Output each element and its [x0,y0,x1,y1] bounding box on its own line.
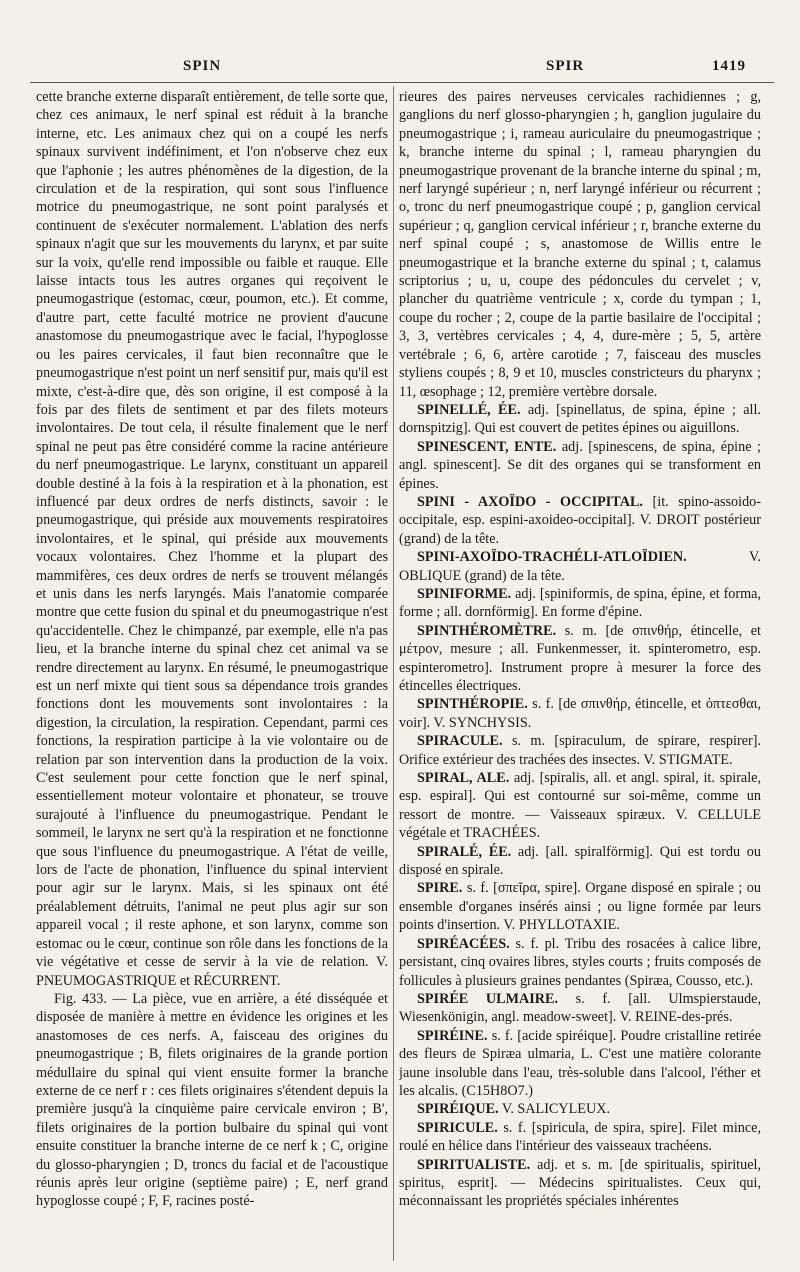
entry-headword: SPINI-AXOÏDO-TRACHÉLI-ATLOÏDIEN. [417,549,687,566]
entry-definition: s. f. [acide spiréique]. Poudre cristalline retirée des fleurs de Spiræa ulmaria, L. C'est une matière colorante jaune insoluble dans l'eau, très-soluble dans l'alcool, l'éther et les alcalis. (C15H8O7.) [399,1027,761,1099]
entry-definition: s. f. pl. Tribu des rosacées à calice libre, persistant, cinq ovaires libres, styles courts ; fruits composés de follicules à plusieurs graines pendantes (Spiræa, Cousso, etc.). [399,935,761,989]
dictionary-entry [399,1100,761,1118]
entry-headword: SPINTHÉROPIE. [417,696,528,713]
entry-definition: s. f. [spiricula, de spira, spire]. Filet mince, roulé en hélice dans l'intérieur des vaisseaux trachéens. [399,1119,761,1155]
dictionary-entry [399,622,761,696]
entry-definition: [it. spino-assoido-occipitale, esp. espini-axoideo-occipital]. V. DROIT postérieur (grand) de la tête. [399,493,761,547]
entry-definition: adj. [spinescens, de spina, épine ; angl. spinescent]. Se dit des organes qui se transforment en épines. [399,438,761,492]
entry-headword: SPINELLÉ, ÉE. [417,401,521,418]
entry-headword: SPINESCENT, ENTE. [417,438,557,455]
dictionary-entry [399,438,761,493]
header-rule [30,82,774,83]
dictionary-entry [399,732,761,769]
entry-headword: SPINI - AXOÏDO - OCCIPITAL. [417,493,643,510]
dictionary-entry [399,1156,761,1211]
figure-caption: Fig. 433. — La pièce, vue en arrière, a été disséquée et disposée de manière à mettre en évidence les origines et les anastomoses de ces nerfs. A, faisceau des origines du pneumogastrique ; B, filets originaires de la grande portion médullaire du spinal qui vient ensuite former la branche externe de ce nerf r : ces filets originaires s'étendent depuis la première jusqu'à la cinquième paire cervicale environ ; B', filets originaires de la portion bulbaire du spinal qui vont ensuite constituer la branche interne de ce nerf k ; C, origine du glosso-pharyngien ; D, troncs du facial et de l'acoustique réunis après leur origine (septième paire) ; E, nerf grand hypoglosse coupé ; F, F, racines posté- [36,990,388,1210]
running-header [0,58,800,82]
entry-definition: s. m. [de σπινθήρ, étincelle, et μέτρον, mesure ; all. Funkenmesser, it. spinterometro, esp. espinterometro]. Instrument propre à mesurer la force des étincelles électriques. [399,622,761,694]
entry-headword: SPIRICULE. [417,1119,498,1136]
entry-definition: V. OBLIQUE (grand) de la tête. [399,549,761,584]
entry-headword: SPIRACULE. [417,733,503,750]
entry-headword: SPIRALÉ, ÉE. [417,843,512,860]
entry-definition: V. SALICYLEUX. [498,1101,611,1118]
entry-definition: adj. [all. spiralförmig]. Qui est tordu ou disposé en spirale. [399,843,761,879]
entry-definition: s. f. [all. Ulmspierstaude, Wiesenkönigin, angl. meadow-sweet]. V. REINE-des-prés. [399,990,761,1026]
entry-headword: SPIRÉINE. [417,1027,488,1044]
dictionary-entry [399,695,761,732]
entry-headword: SPIRÉE ULMAIRE. [417,990,559,1007]
entry-definition: adj. [spiniformis, de spina, épine, et forma, forme ; all. dornförmig]. En forme d'épine. [399,585,761,621]
entry-headword: SPIRÉIQUE. [417,1101,499,1118]
dictionary-entry [399,769,761,843]
entry-definition: adj. [spiralis, all. et angl. spiral, it. spirale, esp. espiral]. Qui est contourné sur soi-même, comme un ressort de montre. — Vaisseaux spiræux. V. CELLULE végétale et TRACHÉES. [399,770,761,842]
dictionary-entry [399,935,761,990]
entry-headword: SPIRÉACÉES. [417,935,510,952]
dictionary-entry [399,843,761,880]
dictionary-entry [399,585,761,622]
dictionary-entry [399,879,761,934]
dictionary-entry [399,1119,761,1156]
body-paragraph: cette branche externe disparaît entièrement, de telle sorte que, chez ces animaux, le nerf spinal est réduit à la branche interne, etc. Les animaux chez qui on a coupé les nerfs spinaux survivent indéfiniment, et l'on n'observe chez eux que l'aphonie ; les autres phénomènes de la digestion, de la circulation et de la respiration, qui sont sous l'influence motrice du pneumogastrique, ne sont point paralysés et continuent de s'exécuter normalement. L'ablation des nerfs spinaux n'agit que sur les mouvements du larynx, et par suite sur la voix, qu'elle rend impossible ou faible et rauque. Elle laisse intacts tous les autres organes qui reçoivent le pneumogastrique (estomac, cœur, poumon, etc.). Et comme, d'autre part, cette faculté motrice ne provient d'aucune anastomose du pneumogastrique avec le facial, l'hypoglosse ou les paires cervicales, il faut bien reconnaître que le pneumogastrique n'est point un nerf sensitif pur, mais qu'il est mixte, c'est-à-dire que, dès son origine, il est composé à la fois par des filets de sentiment et par des filets moteurs involontaires. De tout cela, il résulte finalement que le nerf spinal ne peut pas être considéré comme la racine antérieure du nerf pneumogastrique. Le larynx, constituant un appareil double destiné à la fois à la respiration et à la phonation, est influencé par deux ordres de nerfs distincts, savoir : le pneumogastrique, qui préside aux mouvements respiratoires involontaires, et le spinal, qui préside aux mouvements vocaux volontaires. Chez l'homme et la plupart des mammifères, ces deux ordres de nerfs se trouvent mélangés et unis dans les nerfs laryngés. Mais l'anatomie comparée montre que cette fusion du spinal et du pneumogastrique n'est qu'accidentelle. Chez le chimpanzé, par exemple, elle n'a pas lieu, et la branche interne du spinal chez cet animal va se rendre directement au larynx. En résumé, le pneumogastrique est un nerf mixte qui tient sous sa dépendance trois grandes fonctions dont les mouvements sont involontaires : la digestion, la circulation, la respiration. Cependant, parmi ces fonctions, la respiration participe à la vie volontaire ou de relation par son intervention dans la production de la voix. C'est seulement pour cette fonction que le nerf spinal, essentiellement moteur volontaire et phonateur, se trouve surajouté à l'influence du pneumogastrique. Pendant le sommeil, le larynx ne sert qu'à la respiration et ne fonctionne que sous l'influence du pneumogastrique. A l'état de veille, lors de l'acte de phonation, l'influence du spinal intervient pour agir sur le larynx. Mais, si les spinaux ont été préalablement détruits, l'animal ne peut plus agir sur son appareil vocal ; il reste aphone, et son larynx, comme son estomac ou le cœur, continue son rôle dans les fonctions de la vie végétative et cesse de servir à la vie de relation. V. PNEUMOGASTRIQUE et RÉCURRENT. [36,89,388,989]
dictionary-entry [399,990,761,1027]
entry-definition: s. f. [de σπινθήρ, étincelle, et ὀπτεσθαι, voir]. V. SYNCHYSIS. [399,696,761,731]
right-column [399,88,761,1268]
header-left-title: SPIN [183,58,222,74]
entry-headword: SPINTHÉROMÈTRE. [417,622,557,639]
dictionary-entry [399,548,761,585]
entry-definition: adj. [spinellatus, de spina, épine ; all. dornspitzig]. Qui est couvert de petites épines ou aiguillons. [399,401,761,437]
entry-headword: SPIRAL, ALE. [417,770,510,787]
entry-definition: s. m. [spiraculum, de spirare, respirer]. Orifice extérieur des trachées des insectes. V. STIGMATE. [399,733,761,768]
continued-caption [399,88,761,401]
entry-definition: rieures des paires nerveuses cervicales rachidiennes ; g, ganglions du nerf glosso-pharyngien ; h, ganglion jugulaire du pneumogastrique ; i, rameau auriculaire du pneumogastrique ; k, branche interne du spinal ; l, rameau pharyngien du pneumogastrique provenant de la branche interne du spinal ; m, nerf laryngé supérieur ; n, nerf laryngé inférieur ou récurrent ; o, tronc du nerf pneumogastrique coupé ; p, ganglion cervical supérieur ; q, ganglion cervical inférieur ; r, branche externe du nerf spinal coupé ; s, anastomose de Willis entre le pneumogastrique et la branche externe du spinal ; t, calamus scriptorius ; u, u, coupe des pédoncules du cervelet ; v, plancher du quatrième ventricule ; x, corde du tympan ; 1, coupe du rocher ; 2, coupe de la partie basilaire de l'occipital ; 3, 3, vertèbres cervicales ; 4, 4, dure-mère ; 5, 5, artère vertébrale ; 6, 6, artère carotide ; 7, faisceau des muscles styliens coupés ; 8, 9 et 10, muscles constricteurs du pharynx ; 11, œsophage ; 12, première vertèbre dorsale. [399,89,761,400]
column-divider [393,86,394,1261]
left-column [36,88,388,1268]
entry-definition: s. f. [σπεῖρα, spire]. Organe disposé en spirale ; ou ensemble d'organes insérés ainsi ; ou ligne formée par leurs points d'insertion. V. PHYLLOTAXIE. [399,880,761,934]
entry-headword: SPIRITUALISTE. [417,1156,531,1173]
entry-definition: adj. et s. m. [de spiritualis, spirituel, spiritus, esprit]. — Médecins spiritualistes. Ceux qui, méconnaissant les propriétés spéciales inhérentes [399,1156,761,1210]
header-right-title: SPIR [546,58,585,74]
page-number: 1419 [712,58,746,74]
dictionary-entry [399,1027,761,1101]
entry-headword: SPINIFORME. [417,585,512,602]
dictionary-entry [399,493,761,548]
entry-headword: SPIRE. [417,880,463,897]
dictionary-entry [399,401,761,438]
